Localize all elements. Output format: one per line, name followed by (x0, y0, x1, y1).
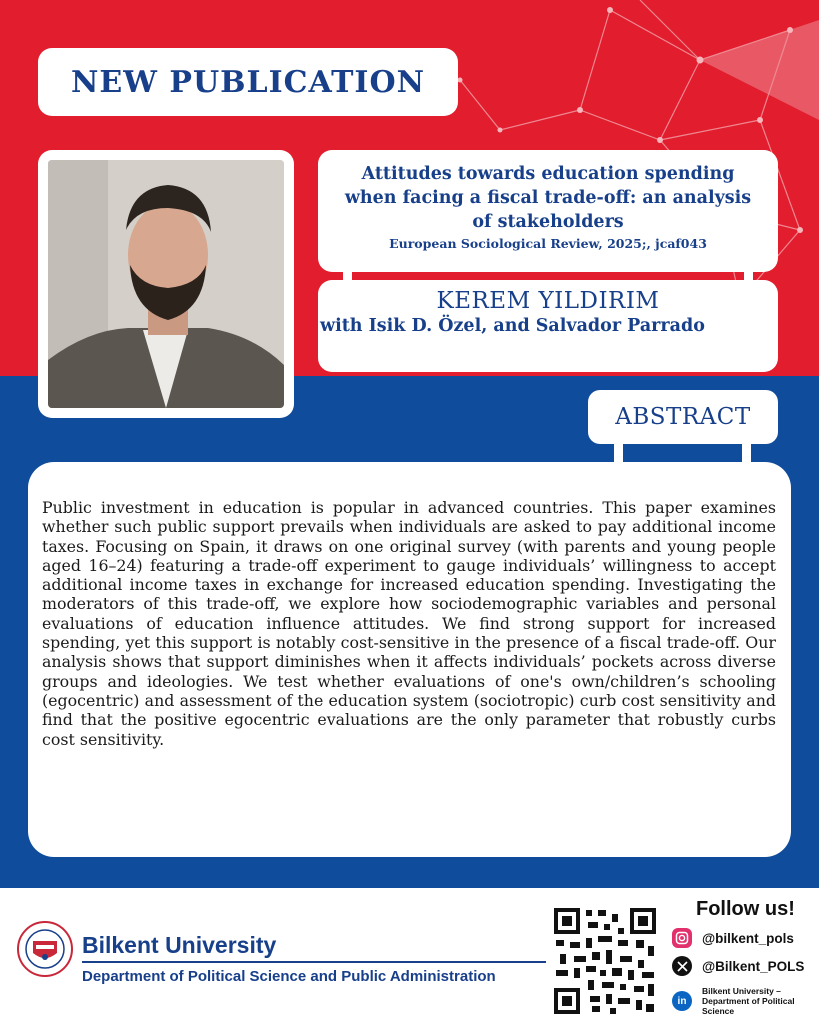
author-photo-frame (38, 150, 294, 418)
abstract-heading: ABSTRACT (615, 404, 751, 430)
x-link[interactable] (672, 956, 812, 976)
abstract-connector-left (614, 442, 623, 464)
qr-code-icon[interactable] (552, 906, 658, 1016)
instagram-icon (672, 928, 692, 948)
publication-title: Attitudes towards education spending when facing a fiscal trade-off: an analysis of stakeholders (344, 164, 752, 232)
author-card (318, 280, 778, 372)
linkedin-icon: in (672, 991, 692, 1011)
linkedin-handle: Bilkent University – Department of Political Science (702, 986, 795, 1016)
journal-citation: European Sociological Review, 2025;, jcaf043 (389, 236, 707, 251)
x-icon (672, 956, 692, 976)
follow-us-heading: Follow us! (696, 898, 795, 920)
department-name: Department of Political Science and Public Administration (82, 968, 496, 985)
bilkent-logo-icon (17, 921, 73, 977)
x-handle: @Bilkent_POLS (702, 958, 805, 974)
footer (0, 888, 819, 1024)
linkedin-link[interactable] (672, 986, 812, 1016)
instagram-link[interactable] (672, 928, 812, 948)
author-name: KEREM YILDIRIM (436, 288, 660, 314)
publication-title-card (318, 150, 778, 272)
abstract-card (28, 462, 791, 857)
university-name: Bilkent University (82, 932, 277, 958)
badge-label: NEW PUBLICATION (70, 64, 426, 100)
divider (82, 961, 546, 963)
abstract-connector-right (742, 442, 751, 464)
new-publication-badge (38, 48, 458, 116)
abstract-heading-tab (588, 390, 778, 444)
instagram-handle: @bilkent_pols (702, 930, 794, 946)
coauthors: with Isik D. Özel, and Salvador Parrado (320, 316, 705, 336)
author-photo (48, 160, 284, 408)
abstract-text: Public investment in education is popular in advanced countries. This paper examines whether such public support prevails when individuals are asked to pay additional income taxes. Focusing on Spain, it draws on one original survey (with parents and young people aged 16–24) featuring a trade-off experiment to gauge individuals’ willingness to accept additional income taxes in exchange for increased education spending. Investigating the moderators of this trade-off, we explore how sociodemographic variables and personal evaluations of education influence attitudes. We find strong support for increased spending, yet this support is notably cost-sensitive in the presence of a fiscal trade-off. Our analysis shows that support diminishes when it affects individuals’ pockets across diverse groups and ideologies. We test whether evaluations of one's own/children’s schooling (egocentric) and assessment of the education system (sociotropic) curb cost sensitivity and find that the positive egocentric evaluations are the only parameter that robustly curbs cost sensitivity. (42, 498, 776, 749)
